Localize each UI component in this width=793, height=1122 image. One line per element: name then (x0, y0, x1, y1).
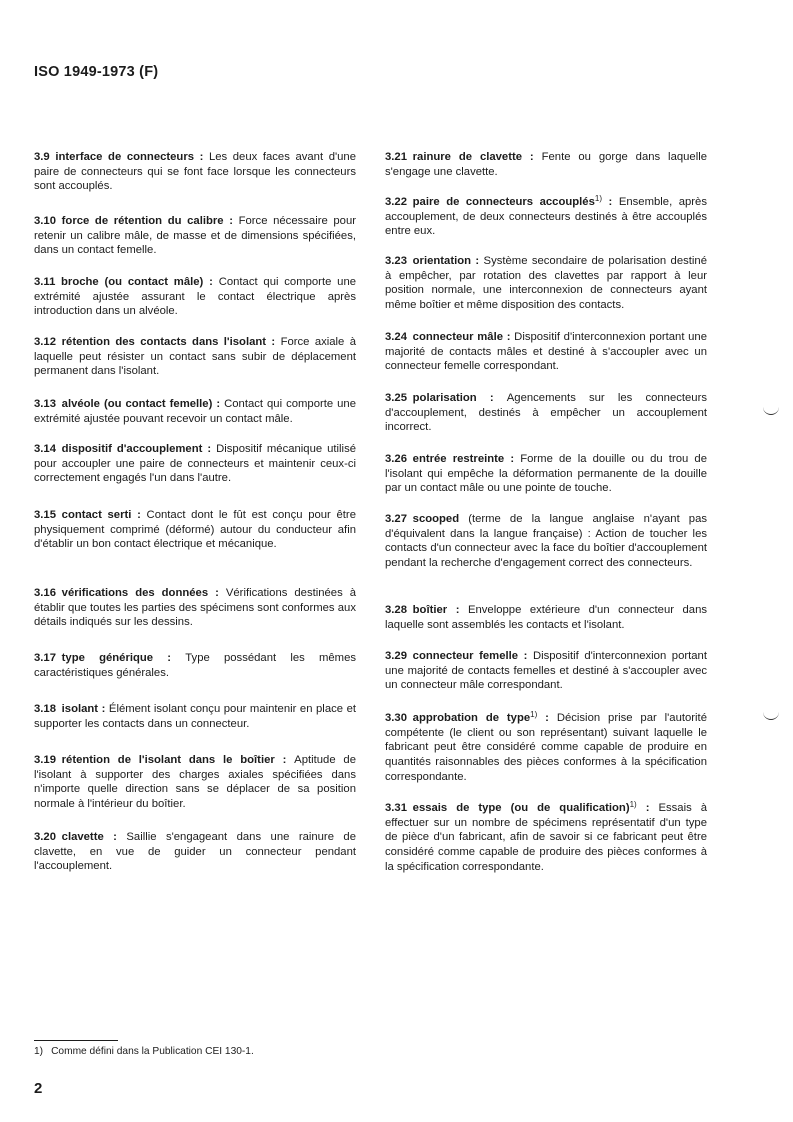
definition-entry (34, 753, 356, 812)
entry-term: essais de type (ou de qualification) (412, 802, 630, 814)
entry-text: Saillie s'engageant dans une rainure de clavette, en vue de guider un connecteur pendant l'accouplement. (34, 831, 356, 873)
definition-entry (385, 711, 707, 785)
definition-entry (385, 150, 707, 179)
entry-footnote-ref: 1) (629, 800, 637, 809)
definition-entry (34, 442, 356, 486)
entry-separator: : (537, 712, 557, 724)
entry-number: 3.16 (34, 587, 56, 599)
entry-term: boîtier (412, 604, 448, 616)
entry-term: rétention des contacts dans l'isolant (61, 336, 267, 348)
entry-term: orientation (412, 255, 472, 267)
entry-term: paire de connecteurs accouplés (412, 196, 595, 208)
entry-text: Type possédant les mêmes caractéristiques générales. (34, 652, 357, 679)
footnote (34, 1046, 254, 1057)
entry-term: contact serti (61, 509, 132, 521)
entry-text: Aptitude de l'isolant à supporter des charges axiales spécifiées dans n'importe quelle direction sans se déplacer de sa position normale à l'intérieur du boîtier. (34, 754, 356, 811)
entry-text: Dispositif d'interconnexion portant une majorité de contacts femelles et destiné à s'accoupler avec un connecteur mâle correspondant. (385, 650, 707, 692)
definition-entry (34, 214, 356, 258)
definition-entry (385, 195, 707, 239)
entry-term: polarisation (412, 392, 477, 404)
document-header: ISO 1949-1973 (F) (34, 64, 159, 80)
entry-number: 3.27 (385, 513, 407, 525)
entry-text: Élément isolant conçu pour maintenir en place et supporter les contacts dans un connecteur. (34, 703, 356, 730)
definition-entry (34, 397, 356, 426)
entry-number: 3.13 (34, 398, 56, 410)
entry-number: 3.23 (385, 255, 407, 267)
entry-text: Vérifications destinées à établir que toutes les parties des spécimens sont conformes aux détails indiqués sur les dessins. (34, 587, 357, 629)
entry-text: Contact qui comporte une extrémité ajustée assurant le contact électrique après introduction dans un alvéole. (34, 276, 357, 318)
entry-text: (terme de la langue anglaise n'ayant pas d'équivalent dans la langue française) : Action de toucher les contacts d'un connecteur avec la face du boîtier d'accouplement pendant la recherche d'engagement correct des connecteurs. (385, 513, 708, 570)
entry-text: Contact qui comporte une extrémité ajustée pouvant recevoir un contact mâle. (34, 398, 356, 425)
entry-text: Force nécessaire pour retenir un calibre mâle, de masse et de dimensions spécifiées, dans un contact femelle. (34, 215, 356, 257)
entry-separator: : (636, 802, 659, 814)
entry-separator: : (471, 255, 484, 267)
definition-entry (385, 649, 707, 693)
footnote-number: 1) (34, 1046, 44, 1057)
entry-text: Dispositif d'interconnexion portant une majorité de contacts mâles et destiné à s'accoupler avec un connecteur femelle correspondant. (385, 331, 708, 373)
entry-number: 3.10 (34, 215, 56, 227)
entry-separator: : (194, 151, 209, 163)
entry-footnote-ref: 1) (530, 710, 538, 719)
entry-number: 3.30 (385, 712, 407, 724)
entry-text: Contact dont le fût est conçu pour être physiquement comprimé (déformé) autour du conducteur afin d'établir un bon contact électrique et mécanique. (34, 509, 356, 551)
definition-entry (34, 702, 356, 731)
entry-footnote-ref: 1) (594, 194, 602, 203)
entry-text: Ensemble, après accouplement, de deux connecteurs destinés à être accouplés entre eux. (385, 196, 707, 238)
margin-mark (763, 406, 779, 415)
entry-number: 3.14 (34, 443, 56, 455)
entry-term: connecteur femelle (412, 650, 519, 662)
entry-separator (459, 513, 468, 525)
definition-entry (385, 801, 707, 875)
entry-number: 3.21 (385, 151, 407, 163)
entry-text: Fente ou gorge dans laquelle s'engage une clavette. (385, 151, 708, 178)
entry-number: 3.28 (385, 604, 407, 616)
definition-entry (34, 150, 356, 194)
definition-entry (385, 512, 707, 571)
page-number: 2 (34, 1080, 43, 1097)
entry-separator: : (504, 453, 521, 465)
footnote-rule (34, 1040, 118, 1041)
entry-text: Essais à effectuer sur un nombre de spécimens représentatif d'un type de pièce d'un fabricant, afin de savoir si ce fabricant peut être considéré comme capable de produire des pièces conformes à la spécification correspondante. (385, 802, 707, 873)
entry-number: 3.17 (34, 652, 56, 664)
entry-separator: : (447, 604, 468, 616)
entry-number: 3.31 (385, 802, 407, 814)
entry-term: alvéole (ou contact femelle) (61, 398, 213, 410)
entry-text: Système secondaire de polarisation destiné à empêcher, par rotation des clavettes par rapport à leur position normale, une interconnexion de connecteurs ayant même boîtier et même disposition des contacts. (385, 255, 707, 312)
entry-number: 3.15 (34, 509, 56, 521)
entry-term: isolant (61, 703, 99, 715)
definition-entry (34, 586, 356, 630)
entry-separator: : (223, 215, 239, 227)
entry-term: vérifications des données (61, 587, 209, 599)
entry-term: approbation de type (412, 712, 531, 724)
entry-separator: : (203, 276, 219, 288)
entry-number: 3.18 (34, 703, 56, 715)
entry-number: 3.9 (34, 151, 50, 163)
entry-number: 3.11 (34, 276, 56, 288)
entry-term: interface de connecteurs (55, 151, 195, 163)
entry-term: dispositif d'accouplement (61, 443, 203, 455)
entry-text: Force axiale à laquelle peut résister un contact sans subir de déplacement permanent dans l'isolant. (34, 336, 356, 378)
entry-separator: : (153, 652, 186, 664)
entry-number: 3.20 (34, 831, 56, 843)
definition-entry (34, 335, 356, 379)
entry-term: entrée restreinte (412, 453, 505, 465)
definition-entry (385, 330, 707, 374)
entry-separator: : (476, 392, 507, 404)
entry-text: Forme de la douille ou du trou de l'isolant qui empêche la déformation permanente de la douille par un contact mâle ou une pointe de touche. (385, 453, 707, 495)
entry-text: Enveloppe extérieure d'un connecteur dans laquelle sont assemblés les contacts et l'isolant. (385, 604, 708, 631)
entry-number: 3.29 (385, 650, 407, 662)
definition-entry (385, 254, 707, 313)
entry-term: clavette (61, 831, 104, 843)
entry-text: Dispositif mécanique utilisé pour accoupler une paire de connecteurs et maintenir ceux-ci correctement engagés l'un dans l'autre. (34, 443, 356, 485)
entry-term: force de rétention du calibre (61, 215, 224, 227)
entry-number: 3.12 (34, 336, 56, 348)
entry-separator: : (266, 336, 281, 348)
entry-term: connecteur mâle (412, 331, 503, 343)
margin-mark (763, 711, 779, 720)
entry-separator: : (212, 398, 225, 410)
entry-text: Les deux faces avant d'une paire de connecteurs qui se font face lorsque les connecteurs sont accouplés. (34, 151, 356, 193)
entry-text: Décision prise par l'autorité compétente (le client ou son représentant) suivant laquelle le fabricant peut être considéré comme capable de produire en quantités raisonnables des pièces conformes à la spécification correspondante. (385, 712, 707, 783)
entry-separator: : (274, 754, 295, 766)
entry-separator: : (518, 650, 533, 662)
definition-entry (385, 603, 707, 632)
entry-term: rainure de clavette (412, 151, 523, 163)
entry-separator: : (208, 587, 226, 599)
entry-separator: : (98, 703, 109, 715)
definition-entry (34, 508, 356, 552)
entry-separator: : (602, 196, 619, 208)
entry-number: 3.19 (34, 754, 56, 766)
entry-term: scooped (412, 513, 460, 525)
entry-separator: : (522, 151, 542, 163)
entry-separator: : (503, 331, 515, 343)
entry-separator: : (103, 831, 127, 843)
entry-number: 3.22 (385, 196, 407, 208)
entry-term: type générique (61, 652, 154, 664)
footnote-text: Comme défini dans la Publication CEI 130-1. (51, 1046, 254, 1057)
entry-number: 3.24 (385, 331, 407, 343)
definition-entry (385, 391, 707, 435)
entry-separator: : (202, 443, 217, 455)
entry-number: 3.26 (385, 453, 407, 465)
definition-entry (34, 651, 356, 680)
entry-text: Agencements sur les connecteurs d'accouplement, destinés à empêcher un accouplement incorrect. (385, 392, 707, 434)
definition-entry (385, 452, 707, 496)
entry-separator: : (131, 509, 147, 521)
entry-term: rétention de l'isolant dans le boîtier (61, 754, 275, 766)
entry-term: broche (ou contact mâle) (61, 276, 204, 288)
definition-entry (34, 830, 356, 874)
entry-number: 3.25 (385, 392, 407, 404)
definition-entry (34, 275, 356, 319)
